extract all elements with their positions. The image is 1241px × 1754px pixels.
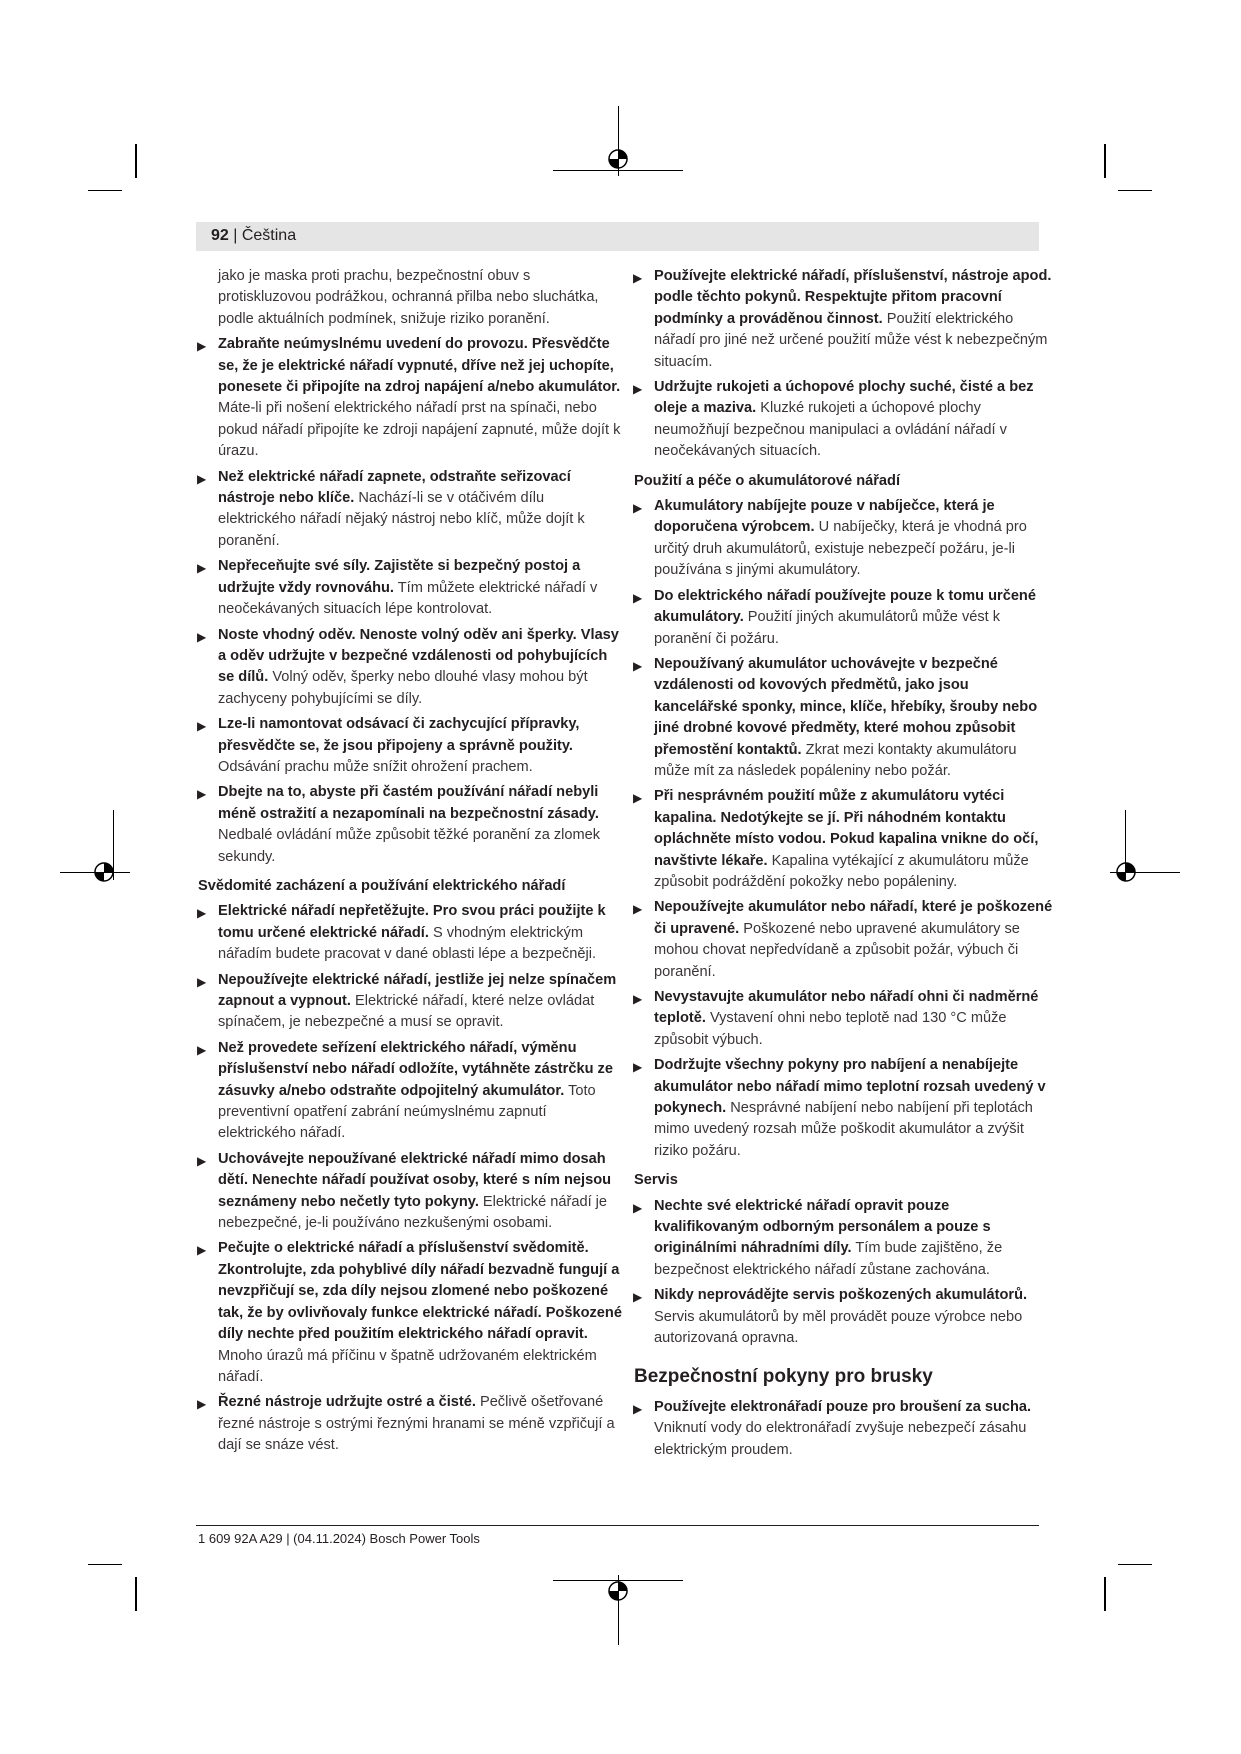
bullet-bold-text: Nepřeceňujte své síly. Zajistěte si bezpečný postoj a udržujte vždy rovnováhu. (218, 558, 581, 596)
bullet-item (634, 1055, 1054, 1162)
bullet-bold-text: Dodržujte všechny pokyny pro nabíjení a nenabíjejte akumulátor nebo nářadí mimo teplotní rozsah uvedený v pokynech. (654, 1057, 1046, 1117)
bullet-bold-text: Nepoužívaný akumulátor uchovávejte v bezpečné vzdálenosti od kovových předmětů, jako jsou kancelářské sponky, mince, klíče, hřebíky, šrouby nebo jiné drobné kovové předměty, které mohou způsobit přemostění kontaktů. (654, 655, 1038, 758)
bullet-bold-text: Nepoužívejte akumulátor nebo nářadí, které je poškozené či upravené. (654, 899, 1053, 937)
intro-paragraph: jako je maska proti prachu, bezpečnostní obuv s protiskluzovou podrážkou, ochranná přilba nebo sluchátka, podle aktuálních podmínek, snižuje riziko poranění. (218, 268, 599, 327)
bullet-bold-text: Nevystavujte akumulátor nebo nářadí ohni či nadměrné teplotě. (654, 989, 1039, 1027)
bullet-item (634, 1397, 1054, 1461)
crop-mark (88, 1564, 122, 1565)
bullet-arrow-icon: ▶ (197, 561, 207, 576)
bullet-body-text: Vniknutí vody do elektronářadí zvyšuje nebezpečí zásahu elektrickým proudem. (654, 1420, 1027, 1458)
bullet-arrow-icon: ▶ (633, 1401, 643, 1416)
bullet-item (634, 654, 1054, 782)
crop-mark (1118, 190, 1152, 191)
bullet-item (634, 1196, 1054, 1282)
registration-mark-icon (607, 148, 629, 170)
bullet-arrow-icon: ▶ (197, 719, 207, 734)
bullet-item (634, 377, 1054, 463)
bullet-arrow-icon: ▶ (197, 787, 207, 802)
registration-mark-icon (607, 1580, 629, 1602)
bullet-bold-text: Nepoužívejte elektrické nářadí, jestliže jej nelze spínačem zapnout a vypnout. (218, 971, 617, 1009)
bullet-body-text: Elektrické nářadí je nebezpečné, je-li používáno nezkušenými osobami. (218, 1193, 608, 1232)
bullet-item (198, 1149, 622, 1235)
bullet-body-text: Použití jiných akumulátorů může vést k poranění či požáru. (654, 609, 1001, 647)
bullet-body-text: Máte-li při nošení elektrického nářadí prst na spínači, nebo pokud nářadí připojíte ke zdroji napájení zapnuté, může dojít k úrazu. (218, 400, 621, 460)
bullet-item (634, 496, 1054, 582)
bullet-arrow-icon: ▶ (633, 382, 643, 397)
bullet-bold-text: Akumulátory nabíjejte pouze v nabíječce, která je doporučena výrobcem. (654, 498, 995, 536)
bullet-item (198, 625, 622, 711)
bullet-arrow-icon: ▶ (633, 1060, 643, 1075)
bullet-item (634, 786, 1054, 893)
bullet-bold-text: Nechte své elektrické nářadí opravit pouze kvalifikovaným odborným personálem a pouze s originálními náhradními díly. (654, 1197, 991, 1257)
bullet-body-text: Kapalina vytékající z akumulátoru může způsobit podráždění pokožky nebo popáleniny. (654, 852, 1029, 890)
bullet-body-text: Elektrické nářadí, které nelze ovládat spínačem, je nebezpečné a musí se opravit. (218, 993, 595, 1031)
section-heading: Použití a péče o akumulátorové nářadí (634, 472, 901, 489)
registration-mark-icon (1115, 861, 1137, 883)
bullet-body-text: Poškozené nebo upravené akumulátory se mohou chovat nepředvídaně a způsobit požár, výbuch či poranění. (654, 920, 1020, 980)
crop-mark (1104, 144, 1106, 178)
bullet-item (634, 266, 1054, 373)
bullet-body-text: U nabíječky, která je vhodná pro určitý druh akumulátorů, existuje nebezpečí požáru, je-li používána s jinými akumulátory. (654, 519, 1027, 579)
bullet-body-text: Zkrat mezi kontakty akumulátoru může mít za následek popáleniny nebo požár. (654, 741, 1017, 779)
bullet-item (198, 1038, 622, 1145)
footer-rule (196, 1525, 1039, 1526)
bullet-item (198, 556, 622, 620)
bullet-arrow-icon: ▶ (197, 471, 207, 486)
bullet-item (198, 1392, 622, 1456)
bullet-body-text: Tím můžete elektrické nářadí v neočekávaných situacích lépe kontrolovat. (218, 579, 598, 618)
bullet-item (198, 334, 622, 462)
page-footer: 1 609 92A A29 | (04.11.2024) Bosch Power Tools (198, 1531, 480, 1546)
page-language: Čeština (241, 227, 297, 244)
bullet-arrow-icon: ▶ (633, 590, 643, 605)
bullet-arrow-icon: ▶ (633, 992, 643, 1006)
bullet-arrow-icon: ▶ (633, 271, 643, 285)
bullet-body-text: Nesprávné nabíjení nebo nabíjení při teplotách mimo uvedený rozsah může poškodit akumulátor a zvýšit riziko požáru. (654, 1100, 1033, 1159)
bullet-body-text: Nachází-li se v otáčivém dílu elektrického nářadí nějaký nástroj nebo klíč, může dojít k poranění. (218, 490, 585, 549)
bullet-arrow-icon: ▶ (633, 1200, 643, 1215)
bullet-bold-text: Používejte elektrické nářadí, příslušenství, nástroje apod. podle těchto pokynů. Respektujte přitom pracovní podmínky a prováděnou činnost. (654, 268, 1052, 327)
bullet-arrow-icon: ▶ (633, 658, 643, 673)
bullet-bold-text: Při nesprávném použití může z akumulátoru vytéci kapalina. Nedotýkejte se jí. Při náhodném kontaktu opláchněte místo vodou. Pokud kapalina vnikne do očí, navštivte lékaře. (654, 788, 1039, 869)
bullet-arrow-icon: ▶ (197, 1042, 207, 1057)
crop-mark (135, 1577, 137, 1611)
crop-mark (135, 144, 137, 178)
bullet-bold-text: Používejte elektronářadí pouze pro broušení za sucha. (654, 1398, 1032, 1415)
bullet-arrow-icon: ▶ (197, 906, 207, 921)
bullet-arrow-icon: ▶ (633, 791, 643, 806)
bullet-item (198, 467, 622, 553)
bullet-bold-text: Uchovávejte nepoužívané elektrické nářadí mimo dosah dětí. Nenechte nářadí používat osoby, které s ním nejsou seznámeny nebo nečetly tyto pokyny. (218, 1150, 612, 1210)
bullet-body-text: Odsávání prachu může snížit ohrožení prachem. (218, 758, 533, 775)
bullet-bold-text: Než provedete seřízení elektrického nářadí, výměnu příslušenství nebo nářadí odložíte, vytáhněte zástrčku ze zásuvky a/nebo odstraňte odpojitelný akumulátor. (218, 1039, 613, 1099)
bullet-bold-text: Lze-li namontovat odsávací či zachycující přípravky, přesvědčte se, že jsou připojeny a správně použity. (218, 716, 580, 754)
bullet-body-text: Servis akumulátorů by měl provádět pouze výrobce nebo autorizovaná opravna. (654, 1308, 1023, 1347)
bullet-body-text: Kluzké rukojeti a úchopové plochy neumožňují bezpečnou manipulaci a ovládání nářadí v neočekávaných situacích. (654, 400, 1007, 460)
right-column (634, 266, 1054, 1465)
bullet-arrow-icon: ▶ (197, 629, 207, 644)
left-column (198, 266, 622, 1461)
crop-mark (1118, 1564, 1152, 1565)
bullet-item (198, 901, 622, 965)
bullet-body-text: S vhodným elektrickým nářadím budete pracovat v dané oblasti lépe a bezpečněji. (218, 924, 597, 963)
bullet-item (634, 1285, 1054, 1349)
bullet-body-text: Použití elektrického nářadí pro jiné než určené použití může vést k nebezpečným situacím. (654, 310, 1048, 370)
bullet-body-text: Vystavení ohni nebo teplotě nad 130 °C může způsobit výbuch. (654, 1010, 1007, 1048)
page-number: 92 (211, 227, 229, 244)
bullet-item (198, 1238, 622, 1388)
crop-mark (88, 190, 122, 191)
bullet-arrow-icon: ▶ (197, 1397, 207, 1412)
section-heading: Servis (634, 1172, 678, 1189)
bullet-bold-text: Dbejte na to, abyste při častém používání nářadí nebyli méně ostražití a nezapomínali na bezpečnostní zásady. (218, 784, 599, 822)
registration-line (553, 170, 683, 171)
bullet-arrow-icon: ▶ (633, 501, 643, 516)
bullet-item (634, 987, 1054, 1051)
bullet-arrow-icon: ▶ (197, 974, 207, 989)
bullet-body-text: Tím bude zajištěno, že bezpečnost elektrického nářadí zůstane zachována. (654, 1240, 1003, 1278)
bullet-item (198, 714, 622, 778)
bullet-arrow-icon: ▶ (197, 339, 207, 354)
bullet-arrow-icon: ▶ (197, 1243, 207, 1258)
bullet-body-text: Mnoho úrazů má příčinu v špatně udržovaném elektrickém nářadí. (218, 1347, 597, 1385)
bullet-body-text: Nedbalé ovládání může způsobit těžké poranění za zlomek sekundy. (218, 827, 601, 865)
bullet-bold-text: Udržujte rukojeti a úchopové plochy suché, čisté a bez oleje a maziva. (654, 379, 1034, 417)
bullet-arrow-icon: ▶ (633, 902, 643, 917)
bullet-body-text: Toto preventivní opatření zabrání neúmyslnému zapnutí elektrického nářadí. (218, 1082, 596, 1142)
bullet-bold-text: Pečujte o elektrické nářadí a příslušenství svědomitě. Zkontrolujte, zda pohyblivé díly nářadí bezvadně fungují a nevzpřičují se, zda díly nejsou zlomené nebo poškozené tak, že by ovlivňovaly funkce elektrické nářadí. Poškozené díly nechte před použitím elektrického nářadí opravit. (218, 1240, 622, 1343)
bullet-bold-text: Noste vhodný oděv. Nenoste volný oděv ani šperky. Vlasy a oděv udržujte v bezpečné vzdálenosti od pohybujících se dílů. (218, 626, 619, 686)
page-header-bar (196, 222, 1039, 251)
bullet-bold-text: Nikdy neprovádějte servis poškozených akumulátorů. (654, 1287, 1028, 1304)
page-header: 92 | Čeština (211, 227, 297, 244)
bullet-body-text: Volný oděv, šperky nebo dlouhé vlasy mohou být zachyceny pohybujícími se díly. (218, 669, 588, 707)
bullet-bold-text: Než elektrické nářadí zapnete, odstraňte seřizovací nástroje nebo klíče. (218, 468, 571, 507)
bullet-item (198, 970, 622, 1034)
bullet-item (198, 782, 622, 868)
section-heading: Svědomité zacházení a používání elektrického nářadí (198, 877, 566, 894)
section-title: Bezpečnostní pokyny pro brusky (634, 1365, 933, 1387)
bullet-bold-text: Elektrické nářadí nepřetěžujte. Pro svou práci použijte k tomu určené elektrické nářadí. (218, 903, 606, 941)
bullet-bold-text: Do elektrického nářadí používejte pouze k tomu určené akumulátory. (654, 587, 1036, 626)
bullet-item (634, 897, 1054, 983)
bullet-arrow-icon: ▶ (197, 1153, 207, 1168)
bullet-bold-text: Zabraňte neúmyslnému uvedení do provozu. Přesvědčte se, že je elektrické nářadí vypnuté, dříve než jej uchopíte, ponesete či připojíte na zdroj napájení a/nebo akumulátor. (218, 336, 621, 396)
bullet-body-text: Pečlivě ošetřované řezné nástroje s ostrými řeznými hranami se méně vzpřičují a dají se snáze vést. (218, 1394, 615, 1454)
crop-mark (1104, 1577, 1106, 1611)
bullet-item (634, 586, 1054, 650)
bullet-bold-text: Řezné nástroje udržujte ostré a čisté. (218, 1394, 476, 1411)
bullet-arrow-icon: ▶ (633, 1290, 643, 1305)
registration-mark-icon (93, 861, 115, 883)
